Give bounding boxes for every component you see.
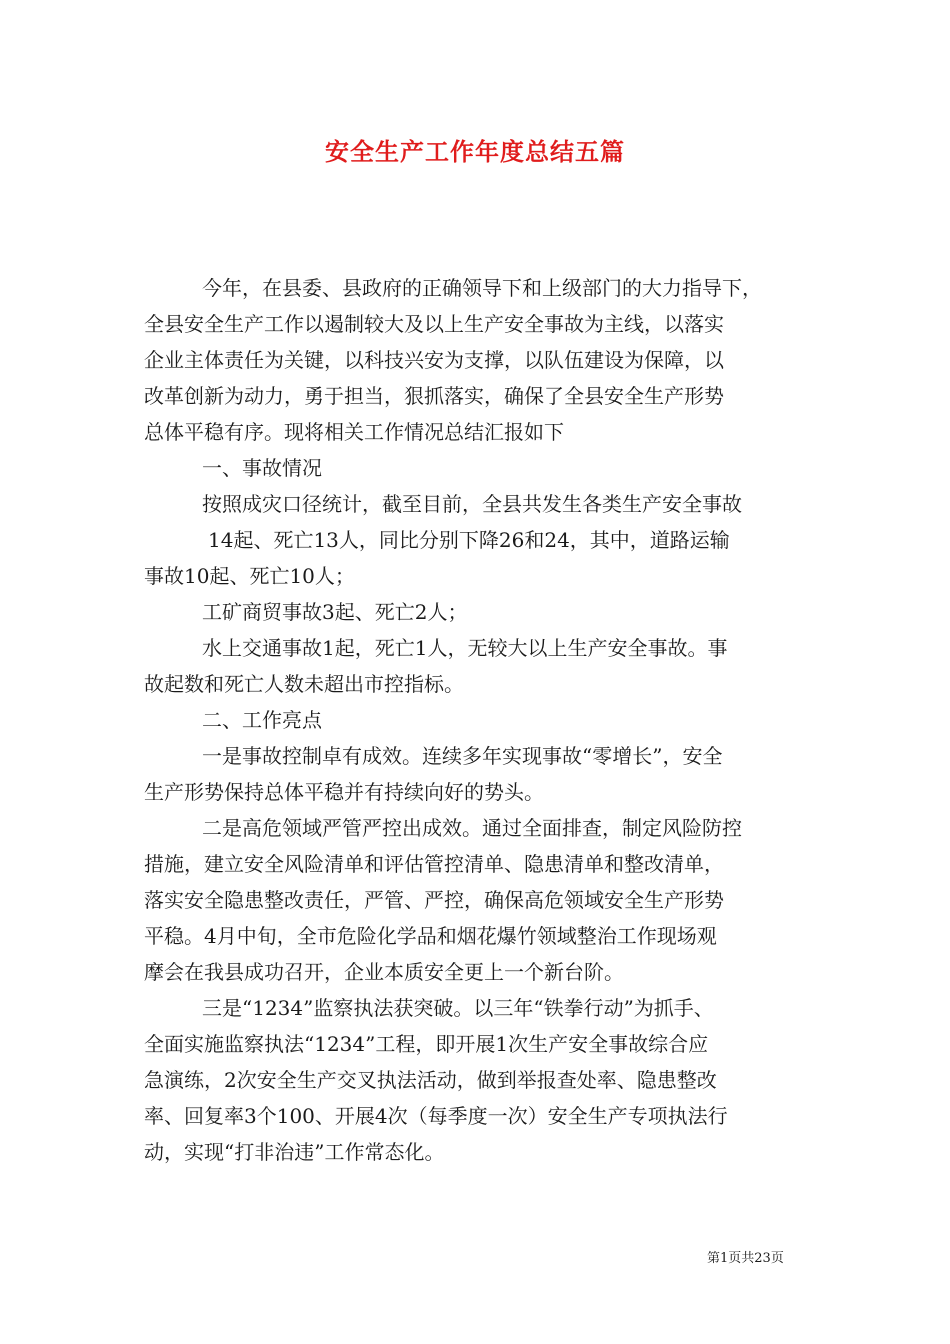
paragraph-line: 全面实施监察执法“1234”工程，即开展1次生产安全事故综合应: [144, 1032, 709, 1056]
paragraph-line: 急演练，2次安全生产交叉执法活动，做到举报查处率、隐患整改: [144, 1068, 717, 1092]
paragraph-line: 摩会在我县成功召开，企业本质安全更上一个新台阶。: [144, 960, 624, 984]
page-title: 安全生产工作年度总结五篇: [325, 137, 625, 166]
paragraph-line: 落实安全隐患整改责任，严管、严控，确保高危领域安全生产形势: [144, 888, 724, 912]
paragraph-line: 二是高危领域严管严控出成效。通过全面排查，制定风险防控: [202, 816, 742, 840]
document-body: [144, 270, 814, 1170]
paragraph-line: 三是“1234”监察执法获突破。以三年“铁拳行动”为抓手、: [202, 996, 714, 1020]
page-number: 第1页共23页: [707, 1251, 784, 1266]
paragraph-line: 14起、死亡13人，同比分别下降26和24，其中，道路运输: [208, 528, 730, 552]
paragraph-line: 事故10起、死亡10人；: [144, 564, 355, 588]
paragraph-line: 平稳。4月中旬，全市危险化学品和烟花爆竹领域整治工作现场观: [144, 924, 717, 948]
paragraph-line: 措施，建立安全风险清单和评估管控清单、隐患清单和整改清单，: [144, 852, 724, 876]
paragraph-line: 生产形势保持总体平稳并有持续向好的势头。: [144, 780, 544, 804]
paragraph-line: 一是事故控制卓有成效。连续多年实现事故“零增长”，安全: [202, 744, 723, 768]
paragraph-line: 按照成灾口径统计，截至目前，全县共发生各类生产安全事故: [202, 492, 742, 516]
paragraph-line: 工矿商贸事故3起、死亡2人；: [202, 600, 468, 624]
paragraph-line: 故起数和死亡人数未超出市控指标。: [144, 672, 464, 696]
paragraph-line: 今年，在县委、县政府的正确领导下和上级部门的大力指导下，: [202, 276, 762, 300]
paragraph-line: 总体平稳有序。现将相关工作情况总结汇报如下: [144, 420, 564, 444]
section-heading: 二、工作亮点: [202, 708, 322, 732]
paragraph-line: 改革创新为动力，勇于担当，狠抓落实，确保了全县安全生产形势: [144, 384, 724, 408]
paragraph-line: 企业主体责任为关键，以科技兴安为支撑，以队伍建设为保障，以: [144, 348, 724, 372]
paragraph-line: 全县安全生产工作以遏制较大及以上生产安全事故为主线，以落实: [144, 312, 724, 336]
section-heading: 一、事故情况: [202, 456, 322, 480]
paragraph-line: 水上交通事故1起，死亡1人，无较大以上生产安全事故。事: [202, 636, 728, 660]
paragraph-line: 动，实现“打非治违”工作常态化。: [144, 1140, 445, 1164]
paragraph-line: 率、回复率3个100、开展4次（每季度一次）安全生产专项执法行: [144, 1104, 728, 1128]
